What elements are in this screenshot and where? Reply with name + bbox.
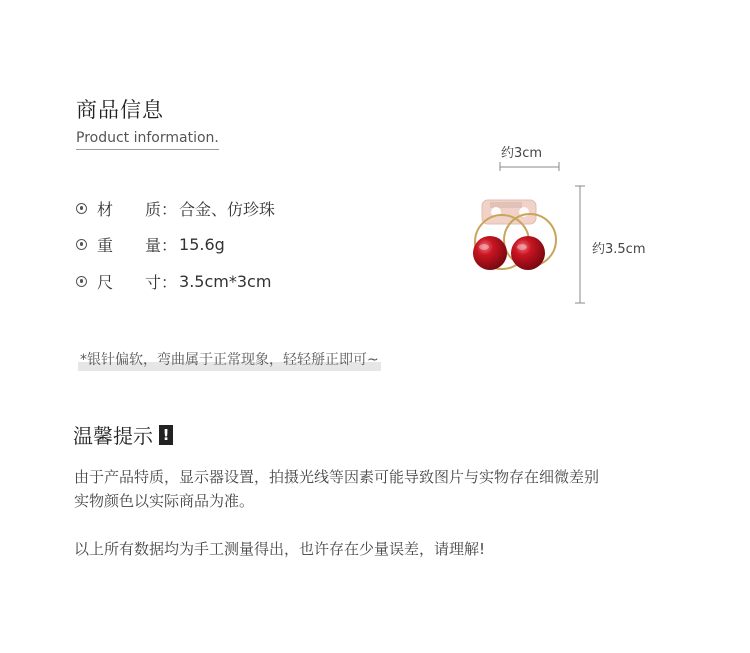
spec-row-size: 尺 寸 ： 3.5cm*3cm: [76, 269, 271, 293]
spec-row-material: 材 质 ： 合金、仿珍珠: [76, 196, 275, 220]
width-label: 约3cm: [501, 146, 543, 161]
tips-title: 温馨提示 !: [73, 420, 173, 449]
tips-paragraph-2: 以上所有数据均为手工测量得出，也许存在少量误差，请理解!: [74, 540, 486, 558]
spec-label: 重 量: [97, 235, 161, 255]
bullet-icon: [76, 203, 87, 214]
spec-row-weight: 重 量 ： 15.6g: [76, 232, 225, 256]
height-label: 约3.5cm: [592, 242, 646, 257]
bullet-icon: [76, 276, 87, 287]
spec-value: 15.6g: [179, 234, 225, 254]
width-dimension-line: [498, 160, 562, 172]
earring-product-image: [470, 196, 570, 291]
spec-label: 尺 寸: [97, 272, 161, 292]
tips-paragraph-1: 由于产品特质，显示器设置，拍摄光线等因素可能导致图片与实物存在细微差别 实物颜色以实际商品为准。: [74, 468, 600, 510]
spec-value: 合金、仿珍珠: [179, 199, 276, 219]
height-dimension-line: [574, 185, 586, 305]
red-pearl-left: [473, 236, 507, 270]
spec-label: 材 质: [97, 199, 161, 219]
red-pearl-right: [511, 236, 545, 270]
exclamation-icon: !: [159, 425, 173, 445]
section-title: 商品信息: [76, 98, 164, 122]
spec-value: 3.5cm*3cm: [179, 271, 272, 291]
care-note: *银针偏软，弯曲属于正常现象，轻轻掰正即可~: [78, 348, 381, 371]
bullet-icon: [76, 239, 87, 250]
section-subtitle: Product information.: [76, 130, 219, 150]
